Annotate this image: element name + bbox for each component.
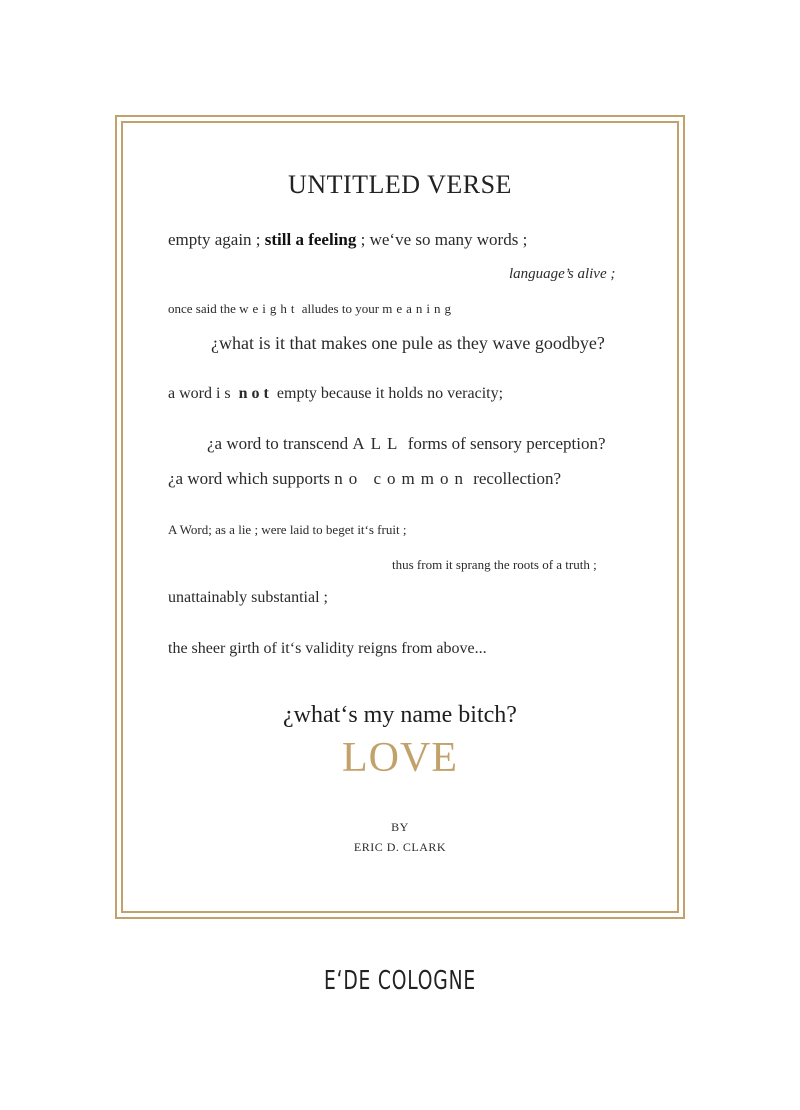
verse-spaced-word: meaning xyxy=(382,301,456,316)
verse-line-11: the sheer girth of it‘s validity reigns from above... xyxy=(168,640,487,657)
verse-emphasis: not xyxy=(238,385,273,402)
verse-line-4: ¿what is it that makes one pule as they wave goodbye? xyxy=(211,333,605,353)
verse-line-1 xyxy=(168,230,527,250)
byline-label: BY xyxy=(391,820,409,834)
verse-emphasis: still a feeling xyxy=(264,230,357,249)
closing-answer: LOVE xyxy=(342,735,458,781)
verse-line-8: A Word; as a lie ; were laid to beget it‘s fruit ; xyxy=(168,522,407,537)
poem-title: UNTITLED VERSE xyxy=(288,170,512,199)
verse-spaced-word: ALL xyxy=(352,434,404,453)
verse-fragment: forms of sensory perception? xyxy=(403,434,606,453)
verse-fragment: empty because it holds no veracity; xyxy=(272,385,504,402)
verse-fragment: alludes to your xyxy=(298,301,383,316)
verse-line-10: unattainably substantial ; xyxy=(168,589,328,606)
verse-line-9: thus from it sprang the roots of a truth ; xyxy=(392,557,597,572)
verse-spaced-word: is xyxy=(215,385,235,402)
brand-logo: E‘DE COLOGNE xyxy=(323,966,477,996)
verse-fragment: ¿a word which supports xyxy=(168,469,335,488)
author-name: ERIC D. CLARK xyxy=(353,840,447,854)
verse-line-3 xyxy=(168,301,455,317)
verse-line-2: language’s alive ; xyxy=(509,266,616,282)
verse-fragment: once said the xyxy=(168,301,240,316)
verse-fragment: a word xyxy=(168,385,216,402)
closing-question: ¿what‘s my name bitch? xyxy=(283,702,517,728)
verse-spaced-word: no common xyxy=(334,469,469,488)
verse-spaced-word: weight xyxy=(239,301,299,316)
verse-fragment: ; we‘ve so many words ; xyxy=(356,230,528,249)
verse-fragment: recollection? xyxy=(468,469,561,488)
verse-line-5 xyxy=(168,385,503,403)
verse-line-6 xyxy=(207,434,606,454)
verse-line-7 xyxy=(168,469,561,489)
verse-fragment: empty again ; xyxy=(168,230,265,249)
verse-fragment: ¿a word to transcend xyxy=(207,434,353,453)
